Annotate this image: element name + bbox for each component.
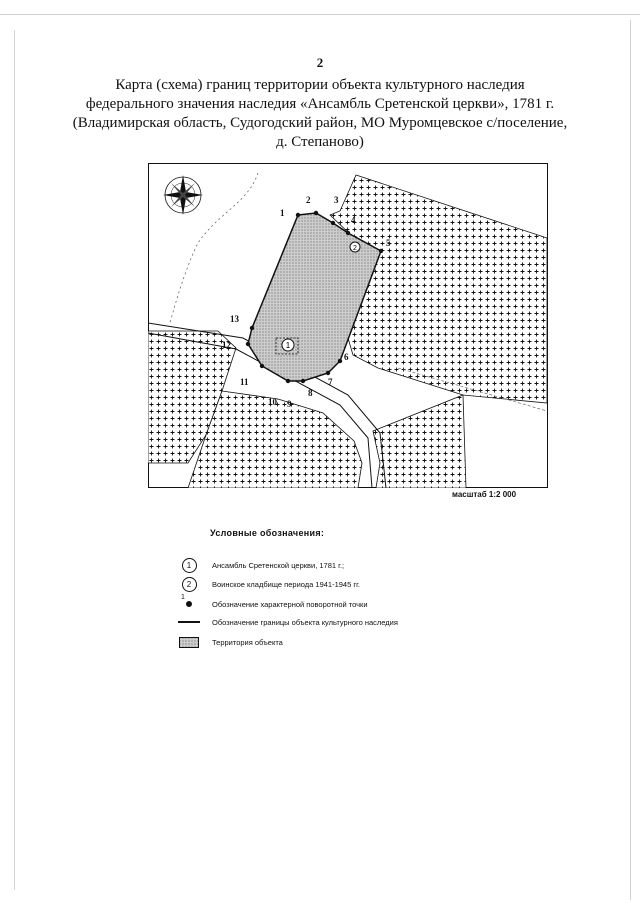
scan-edge-left — [14, 30, 15, 890]
title-line-3: (Владимирская область, Судогодский район, МО Муромцевское с/поселение, — [72, 115, 568, 131]
scan-edge-right — [630, 20, 631, 900]
point-label-1: 1 — [280, 208, 285, 218]
point-label-6: 6 — [344, 352, 349, 362]
point-label-3: 3 — [334, 195, 339, 205]
legend-item-boundary — [172, 612, 398, 632]
object-marker-2-label: 2 — [353, 245, 357, 252]
legend-text: Обозначение характерной поворотной точки — [212, 599, 368, 609]
title-line-4: д. Степаново) — [276, 134, 364, 150]
page-title — [60, 76, 580, 152]
legend-item-territory — [172, 632, 283, 652]
point-label-12: 12 — [222, 340, 231, 350]
point-label-5: 5 — [386, 238, 391, 248]
point-label-4: 4 — [351, 215, 356, 225]
legend-text: Ансамбль Сретенской церкви, 1781 г.; — [212, 560, 345, 570]
boundary-line-icon — [178, 621, 200, 623]
territory-swatch-icon — [179, 637, 199, 648]
legend-item-point — [172, 594, 368, 614]
point-label-10: 10 — [268, 397, 277, 407]
page-number: 2 — [316, 55, 324, 70]
legend-item-church — [172, 555, 344, 575]
point-label-13: 13 — [230, 314, 239, 324]
point-label-8: 8 — [308, 388, 313, 398]
legend-text: Обозначение границы объекта культурного наследия — [212, 617, 398, 627]
legend-text: Воинское кладбище периода 1941-1945 гг. — [212, 579, 360, 589]
map — [148, 163, 548, 488]
title-line-2: федерального значения наследия «Ансамбль Сретенской церкви», 1781 г. — [85, 96, 555, 112]
title-line-1: Карта (схема) границ территории объекта культурного наследия — [115, 77, 525, 93]
map-svg — [148, 163, 548, 488]
point-label-11: 11 — [240, 377, 249, 387]
legend-item-cemetery — [172, 574, 360, 594]
point-marker-icon: 1 — [179, 597, 199, 611]
point-label-2: 2 — [306, 195, 311, 205]
point-label-7: 7 — [328, 377, 333, 387]
numbered-circle-icon: 1 — [182, 558, 197, 573]
legend-text: Территория объекта — [212, 637, 283, 647]
map-scale: масштаб 1:2 000 — [452, 490, 517, 499]
legend-title: Условные обозначения: — [210, 528, 325, 538]
numbered-circle-icon: 2 — [182, 577, 197, 592]
point-label-9: 9 — [287, 399, 292, 409]
scan-edge-top — [0, 14, 640, 15]
object-marker-1-label: 1 — [285, 341, 291, 350]
